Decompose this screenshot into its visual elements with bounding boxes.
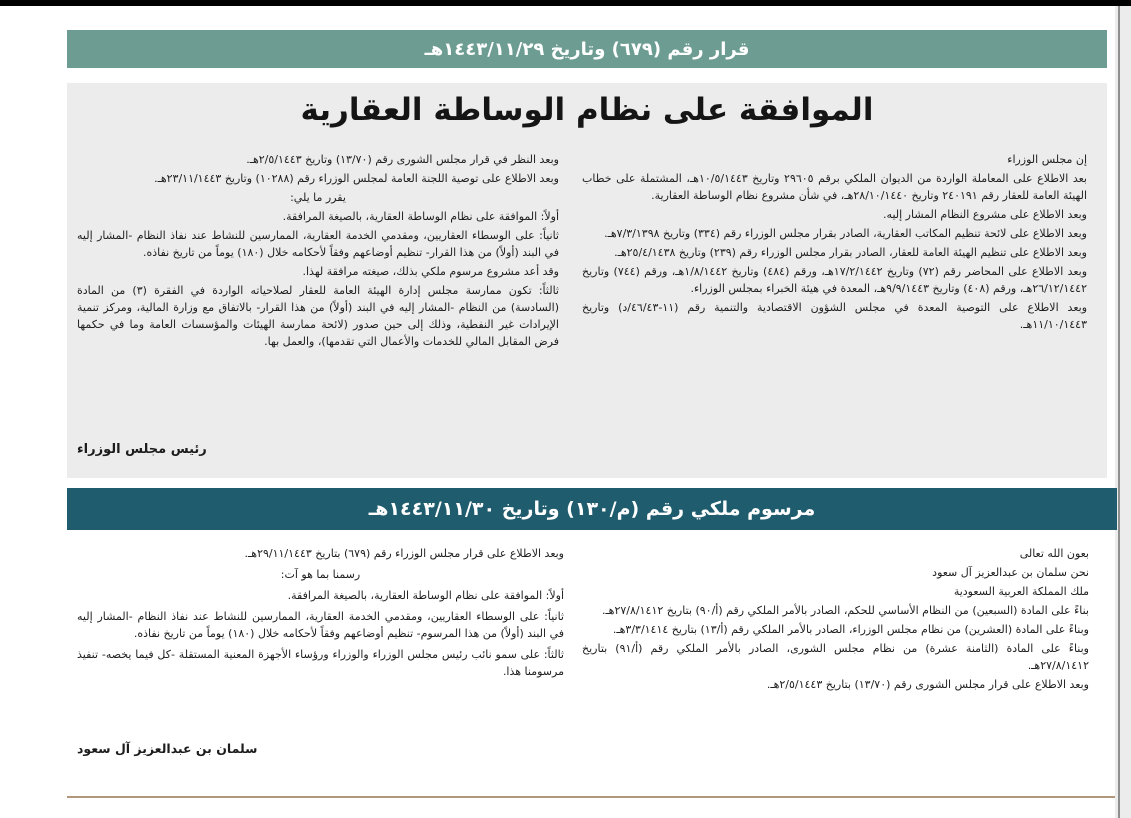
decree-paragraph: وبناءً على المادة (الثامنة عشرة) من نظام مجلس الشورى، الصادر بالأمر الملكي رقم (أ/٩١) بتاريخ ٢٧/٨/١٤١٢هـ.	[582, 642, 1089, 672]
decision-banner	[67, 30, 1107, 68]
decision-paragraph: وبعد الاطلاع على التوصية المعدة في مجلس الشؤون الاقتصادية والتنمية رقم (١١-٤٦/٤٣/د) وتاريخ ١١/١٠/١٤٤٣هـ.	[582, 301, 1087, 331]
decree-right-column	[582, 545, 1089, 695]
decree-clause-third: ثالثاً: على سمو نائب رئيس مجلس الوزراء والوزراء ورؤساء الأجهزة المعنية المستقلة -كل فيما يخصه- تنفيذ مرسومنا هذا.	[77, 648, 564, 678]
committee-review-paragraph: وبعد الاطلاع على توصية اللجنة العامة لمجلس الوزراء رقم (١٠٢٨٨) وتاريخ ٢٣/١١/١٤٤٣هـ.	[154, 172, 559, 185]
decree-paragraph: وبعد الاطلاع على قرار مجلس الشورى رقم (١٣/٧٠) بتاريخ ٢/٥/١٤٤٣هـ.	[766, 678, 1089, 691]
shura-review-paragraph: وبعد النظر في قرار مجلس الشورى رقم (١٣/٧٠) وتاريخ ٢/٥/١٤٤٣هـ.	[246, 153, 559, 166]
decree-king-name: نحن سلمان بن عبدالعزيز آل سعود	[932, 566, 1089, 579]
footer-rule	[67, 796, 1115, 798]
decree-paragraph: بناءً على المادة (السبعين) من النظام الأساسي للحكم، الصادر بالأمر الملكي رقم (أ/٩٠) بتاريخ ٢٧/٨/١٤١٢هـ.	[601, 604, 1089, 617]
decree-banner	[67, 488, 1117, 530]
decree-review-paragraph: وبعد الاطلاع على قرار مجلس الوزراء رقم (٦٧٩) بتاريخ ٢٩/١١/١٤٤٣هـ.	[244, 547, 564, 560]
clause-first: أولاً: الموافقة على نظام الوساطة العقارية، بالصيغة المرافقة.	[282, 210, 559, 223]
decision-paragraph: إن مجلس الوزراء	[1007, 153, 1087, 166]
decree-clause-first: أولاً: الموافقة على نظام الوساطة العقارية، بالصيغة المرافقة.	[287, 589, 564, 602]
decision-banner-text: قرار رقم (٦٧٩) وتاريخ ١٤٤٣/١١/٢٩هـ	[424, 38, 750, 60]
clause-third: ثالثاً: تكون ممارسة مجلس إدارة الهيئة العامة للعقار لصلاحياته الواردة في الفقرة (٣) من المادة (السادسة) من النظام -المشار إليه في البند (أولاً) من هذا القرار- بالاتفاق مع وزارة المالية، ومركز تنمية الإيرادات غير النفطية، وذلك إلى حين صدور (لائحة ممارسة الهيئات والمؤسسات العامة وما في حكمها فرض المقابل المالي للخدمات والأعمال التي تقدمها)، والعمل بها.	[77, 284, 559, 348]
decision-title: الموافقة على نظام الوساطة العقارية	[300, 92, 874, 128]
decision-paragraph: وبعد الاطلاع على تنظيم الهيئة العامة للعقار، الصادر بقرار مجلس الوزراء رقم (٢٣٩) وتاريخ ٢٥/٤/١٤٣٨هـ.	[614, 246, 1087, 259]
decreed-heading: رسمنا بما هو آت:	[280, 568, 361, 581]
decision-paragraph: بعد الاطلاع على المعاملة الواردة من الديوان الملكي برقم ٢٩٦٠٥ وتاريخ ١٠/٥/١٤٤٣هـ، المشتملة على خطاب الهيئة العامة للعقار رقم ٢٤٠١٩١ وتاريخ ٢٨/١٠/١٤٤٠هـ، في شأن مشروع نظام الوساطة العقارية.	[582, 172, 1087, 202]
decree-paragraph: وبناءً على المادة (العشرين) من نظام مجلس الوزراء، الصادر بالأمر الملكي رقم (أ/١٣) بتاريخ ٣/٣/١٤١٤هـ.	[612, 623, 1089, 636]
clause-second: ثانياً: على الوسطاء العقاريين، ومقدمي الخدمة العقارية، الممارسين للنشاط عند نفاذ النظام -المشار إليه في البند (أولاً) من هذا القرار- تنظيم أوضاعهم وفقاً لأحكامه خلال (١٨٠) يوماً من تاريخ نفاذه.	[77, 229, 559, 259]
decree-banner-text: مرسوم ملكي رقم (م/١٣٠) وتاريخ ١٤٤٣/١١/٣٠هـ	[368, 498, 816, 520]
decree-invocation: بعون الله تعالى	[1019, 547, 1089, 560]
decree-note: وقد أعد مشروع مرسوم ملكي بذلك، صيغته مرافقة لهذا.	[302, 265, 559, 278]
decision-paragraph: وبعد الاطلاع على لائحة تنظيم المكاتب العقارية، الصادر بقرار مجلس الوزراء رقم (٣٣٤) وتاريخ ٧/٣/١٣٩٨هـ.	[604, 227, 1087, 240]
top-rule	[0, 0, 1131, 6]
page-edge-line	[1118, 6, 1120, 818]
decree-clause-second: ثانياً: على الوسطاء العقاريين، ومقدمي الخدمة العقارية، الممارسين للنشاط عند نفاذ النظام -المشار إليه في البند (أولاً) من هذا المرسوم- تنظيم أوضاعهم وفقاً لأحكامه خلال (١٨٠) يوماً من تاريخ نفاذه.	[77, 610, 564, 640]
decides-heading: يقرر ما يلي:	[290, 191, 346, 204]
decree-signature: سلمان بن عبدالعزيز آل سعود	[77, 741, 258, 756]
decree-left-column	[77, 545, 564, 684]
decision-paragraph: وبعد الاطلاع على المحاضر رقم (٧٢) وتاريخ ١٧/٢/١٤٤٢هـ، ورقم (٤٨٤) وتاريخ ١/٨/١٤٤٢هـ، ورقم (٧٤٤) وتاريخ ٢٦/١٢/١٤٤٢هـ، ورقم (٤٠٨) وتاريخ ٩/٩/١٤٤٣هـ، المعدة في هيئة الخبراء بمجلس الوزراء.	[582, 265, 1088, 295]
decision-signature: رئيس مجلس الوزراء	[77, 442, 207, 457]
decree-king-title: ملك المملكة العربية السعودية	[953, 585, 1089, 598]
decision-right-column	[582, 151, 1087, 335]
decision-left-column	[77, 151, 559, 352]
decision-paragraph: وبعد الاطلاع على مشروع النظام المشار إليه.	[883, 208, 1087, 221]
